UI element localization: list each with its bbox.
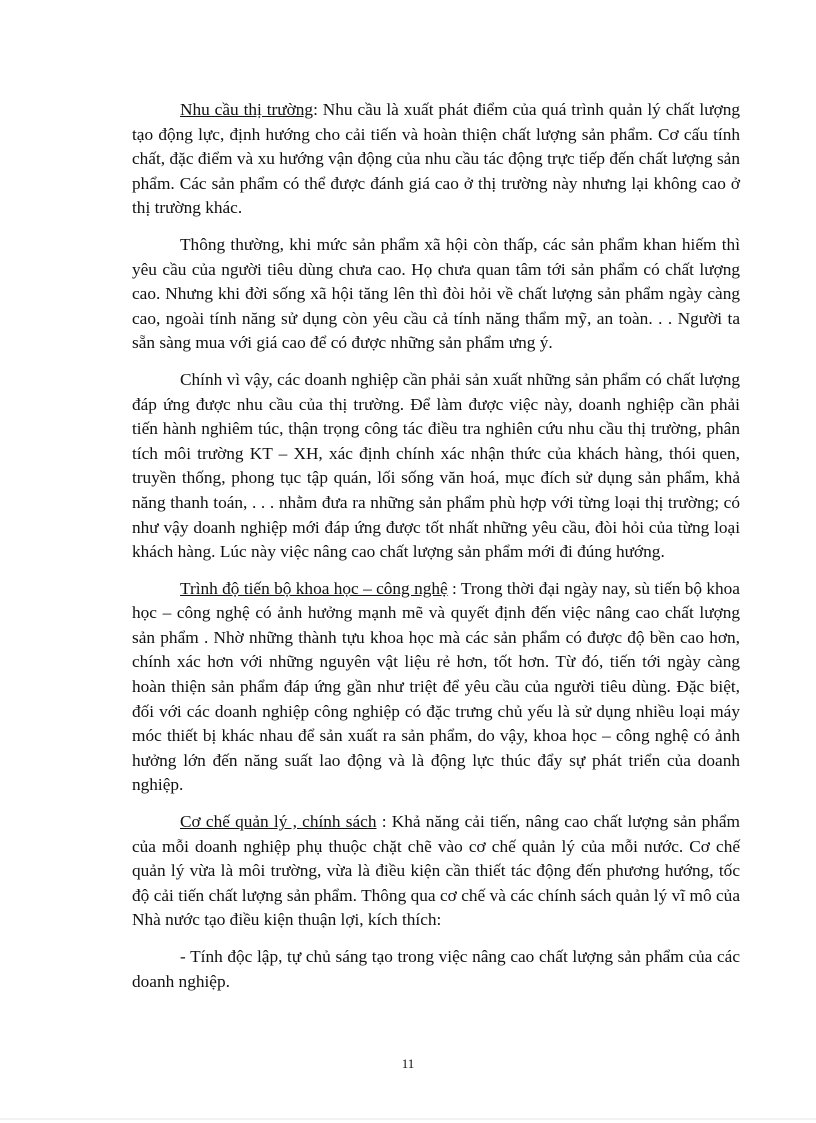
paragraph-science-technology (132, 577, 740, 798)
paragraph-market-demand (132, 98, 740, 221)
page-bottom-edge (0, 1118, 816, 1120)
heading-management-policy: Cơ chế quản lý , chính sách (180, 812, 377, 832)
paragraph-text: : Nhu cầu là xuất phát điểm của quá trình quản lý chất lượng tạo động lực, định hướng cho cải tiến và hoàn thiện chất lượng sản phẩm. Cơ cấu tính chất, đặc điểm và xu hướng vận động của nhu cầu tác động trực tiếp đến chất lượng sản phẩm. Các sản phẩm có thể được đánh giá cao ở thị trường này nhưng lại không cao ở thị trường khác. (132, 100, 740, 218)
paragraph-consumer-expectations (132, 233, 740, 356)
paragraph-text: : Khả năng cải tiến, nâng cao chất lượng sản phẩm của mỗi doanh nghiệp phụ thuộc chặt chẽ vào cơ chế quản lý của mỗi nước. Cơ chế quản lý vừa là môi trường, vừa là điều kiện cần thiết tác động đến phương hướng, tốc độ cải tiến chất lượng sản phẩm. Thông qua cơ chế và các chính sách quản lý vĩ mô của Nhà nước tạo điều kiện thuận lợi, kích thích: (132, 812, 740, 930)
paragraph-text: - Tính độc lập, tự chủ sáng tạo trong việc nâng cao chất lượng sản phẩm của các doanh nghiệp. (132, 947, 740, 991)
paragraph-independence-bullet (132, 945, 740, 994)
paragraph-text: : Trong thời đại ngày nay, sù tiến bộ khoa học – công nghệ có ảnh hưởng mạnh mẽ và quyết định đến việc nâng cao chất lượng sản phẩm . Nhờ những thành tựu khoa học mà các sản phẩm có được độ bền cao hơn, chính xác hơn với những nguyên vật liệu rẻ hơn, tốt hơn. Từ đó, tiến tới ngày càng hoàn thiện sản phẩm đáp ứng gần như triệt để yêu cầu của người tiêu dùng. Đặc biệt, đối với các doanh nghiệp công nghiệp có đặc trưng chủ yếu là sử dụng nhiều loại máy móc thiết bị khác nhau để sản xuất ra sản phẩm, do vậy, khoa học – công nghệ có ảnh hưởng lớn đến năng suất lao động và là động lực thúc đẩy sự phát triển của doanh nghiệp. (132, 578, 740, 795)
paragraph-market-research (132, 368, 740, 565)
document-body (132, 98, 740, 1006)
paragraph-text: Chính vì vậy, các doanh nghiệp cần phải sản xuất những sản phẩm có chất lượng đáp ứng được nhu cầu của thị trường. Để làm được việc này, doanh nghiệp cần phải tiến hành nghiêm túc, thận trọng công tác điều tra nghiên cứu nhu cầu thị trường, phân tích môi trường KT – XH, xác định chính xác nhận thức của khách hàng, thói quen, truyền thống, phong tục tập quán, lối sống văn hoá, mục đích sử dụng sản phẩm, khả năng thanh toán, . . . nhằm đưa ra những sản phẩm phù hợp với từng loại thị trường; có như vậy doanh nghiệp mới đáp ứng được tốt nhất những yêu cầu, đòi hỏi của từng loại khách hàng. Lúc này việc nâng cao chất lượng sản phẩm mới đi đúng hướng. (132, 369, 740, 562)
paragraph-management-policy (132, 810, 740, 933)
paragraph-text: Thông thường, khi mức sản phẩm xã hội còn thấp, các sản phẩm khan hiếm thì yêu cầu của người tiêu dùng chưa cao. Họ chưa quan tâm tới sản phẩm có chất lượng cao. Nhưng khi đời sống xã hội tăng lên thì đòi hỏi về chất lượng sản phẩm ngày càng cao, ngoài tính năng sử dụng còn yêu cầu cả tính năng thẩm mỹ, an toàn. . . Người ta sẵn sàng mua với giá cao để có được những sản phẩm ưng ý. (132, 234, 740, 353)
page-number: 11 (401, 1056, 415, 1071)
heading-science-technology: Trình độ tiến bộ khoa học – công nghệ (180, 578, 448, 598)
heading-market-demand: Nhu cầu thị trường (180, 100, 314, 119)
